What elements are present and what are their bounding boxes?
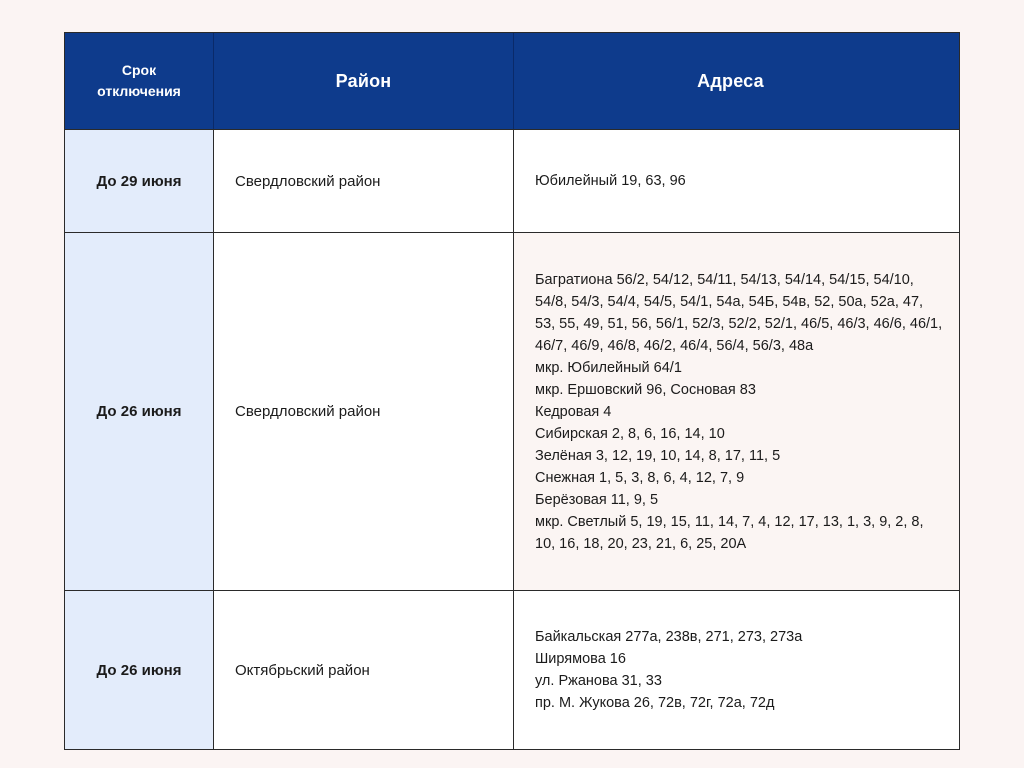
table-row (65, 232, 959, 590)
table-header-row (65, 33, 959, 129)
header-date-label: Срок отключения (97, 62, 181, 99)
address-item: Юбилейный 19, 63, 96 (535, 173, 686, 189)
header-district-label: Район (335, 70, 392, 91)
header-addresses-cell (513, 33, 959, 129)
district-cell: Октябрьский район (213, 591, 513, 749)
address-item: мкр. Ершовский 96, Сосновая 83 (535, 381, 756, 398)
address-item: пр. М. Жукова 26, 72в, 72г, 72а, 72д (535, 695, 775, 711)
date-cell: До 29 июня (65, 130, 213, 232)
header-addresses-label: Адреса (697, 70, 764, 91)
address-item: Зелёная 3, 12, 19, 10, 14, 8, 17, 11, 5 (535, 447, 781, 464)
address-list (535, 170, 686, 192)
address-list (535, 269, 947, 555)
address-list (535, 626, 802, 714)
table-row (65, 129, 959, 232)
address-item: Сибирская 2, 8, 6, 16, 14, 10 (535, 425, 725, 442)
address-item: мкр. Светлый 5, 19, 15, 11, 14, 7, 4, 12, 17, 13, 1, 3, 9, 2, 8, 10, 16, 18, 20, 23, 21, 6, 25, 20А (535, 513, 924, 552)
table-row (65, 590, 959, 749)
address-item: мкр. Юбилейный 64/1 (535, 359, 682, 376)
address-item: Багратиона 56/2, 54/12, 54/11, 54/13, 54/14, 54/15, 54/10, 54/8, 54/3, 54/4, 54/5, 54/1, 54а, 54Б, 54в, 52, 50а, 52а, 47, 53, 55, 49, 51, 56, 56/1, 52/3, 52/2, 52/1, 46/5, 46/3, 46/6, 46/1, 46/7, 46/9, 46/8, 46/2, 46/4, 56/4, 56/3, 48а (535, 271, 943, 354)
district-cell: Свердловский район (213, 130, 513, 232)
district-cell: Свердловский район (213, 233, 513, 590)
date-cell: До 26 июня (65, 591, 213, 749)
addresses-cell (513, 591, 959, 749)
address-item: Снежная 1, 5, 3, 8, 6, 4, 12, 7, 9 (535, 469, 745, 486)
addresses-cell (513, 130, 959, 232)
outage-schedule-table (64, 32, 960, 750)
date-cell: До 26 июня (65, 233, 213, 590)
address-item: Кедровая 4 (535, 403, 612, 420)
addresses-cell (513, 233, 959, 590)
address-item: ул. Ржанова 31, 33 (535, 673, 662, 689)
address-item: Берёзовая 11, 9, 5 (535, 491, 659, 508)
header-date-cell (65, 33, 213, 129)
address-item: Байкальская 277а, 238в, 271, 273, 273а (535, 629, 803, 645)
header-district-cell (213, 33, 513, 129)
address-item: Ширямова 16 (535, 651, 626, 667)
